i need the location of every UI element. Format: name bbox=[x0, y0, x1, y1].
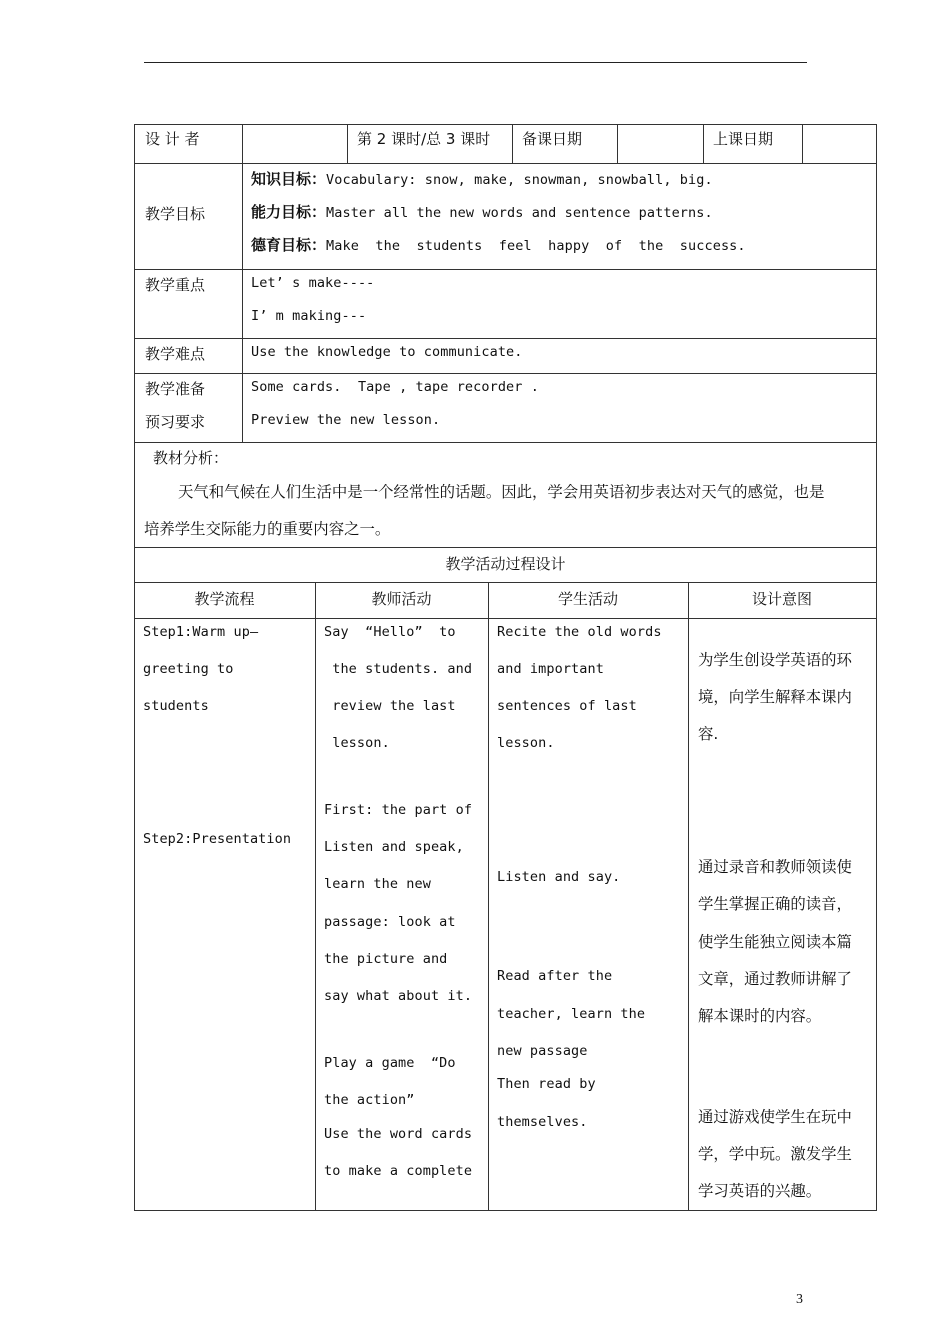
ability-objective-text: Master all the new words and sentence patterns. bbox=[326, 205, 713, 221]
teacher-line: Play a game “Do bbox=[324, 1055, 456, 1071]
teacher-line: Say “Hello” to bbox=[324, 624, 456, 640]
teacher-line: Use the word cards bbox=[324, 1126, 473, 1142]
header-teacher: 教师活动 bbox=[371, 590, 432, 608]
knowledge-objective-text: Vocabulary: snow, make, snowman, snowball, big. bbox=[326, 172, 713, 188]
analysis-line-1: 天气和气候在人们生活中是一个经常性的话题。因此，学会用英语初步表达对天气的感觉，也是 bbox=[178, 483, 825, 501]
flow-line: Step2:Presentation bbox=[143, 831, 292, 847]
student-line: sentences of last bbox=[497, 698, 637, 714]
moral-objective bbox=[251, 234, 746, 255]
teacher-line: the action” bbox=[324, 1092, 415, 1108]
flow-line: students bbox=[143, 698, 209, 714]
preview-text: Preview the new lesson. bbox=[251, 412, 441, 428]
teacher-line: the students. and bbox=[324, 661, 473, 677]
intent-line: 境，向学生解释本课内 bbox=[698, 688, 852, 706]
intent-line: 通过游戏使学生在玩中 bbox=[698, 1108, 852, 1126]
flow-line: greeting to bbox=[143, 661, 234, 677]
prep-date-label: 备课日期 bbox=[522, 130, 583, 148]
intent-line: 文章，通过教师讲解了 bbox=[698, 970, 852, 988]
moral-objective-label: 德育目标： bbox=[251, 236, 327, 254]
teacher-line: say what about it. bbox=[324, 988, 473, 1004]
page-number: 3 bbox=[796, 1292, 803, 1307]
teacher-line: the picture and bbox=[324, 951, 448, 967]
knowledge-objective bbox=[251, 168, 713, 189]
teacher-line: passage: look at bbox=[324, 914, 456, 930]
ability-objective bbox=[251, 201, 713, 222]
student-line: and important bbox=[497, 661, 604, 677]
objectives-label: 教学目标 bbox=[145, 205, 206, 223]
key-point-1: Let’ s make---- bbox=[251, 275, 375, 291]
student-line: teacher, learn the bbox=[497, 1006, 646, 1022]
intent-line: 使学生能独立阅读本篇 bbox=[698, 933, 852, 951]
header-flow: 教学流程 bbox=[194, 590, 255, 608]
student-line: lesson. bbox=[497, 735, 555, 751]
preview-label: 预习要求 bbox=[145, 413, 206, 431]
header-student: 学生活动 bbox=[557, 590, 618, 608]
student-line: Recite the old words bbox=[497, 624, 662, 640]
intent-line: 学生掌握正确的读音， bbox=[698, 895, 852, 913]
difficulties-label: 教学难点 bbox=[145, 345, 206, 363]
teacher-line: to make a complete bbox=[324, 1163, 473, 1179]
moral-objective-text: Make the students feel happy of the success. bbox=[326, 238, 746, 254]
designer-label: 设 计 者 bbox=[145, 130, 200, 148]
intent-line: 为学生创设学英语的环 bbox=[698, 651, 852, 669]
teacher-line: lesson. bbox=[324, 735, 390, 751]
intent-line: 解本课时的内容。 bbox=[698, 1007, 822, 1025]
teacher-line: First: the part of bbox=[324, 802, 473, 818]
analysis-label: 教材分析： bbox=[153, 449, 229, 467]
knowledge-objective-label: 知识目标： bbox=[251, 170, 327, 188]
ability-objective-label: 能力目标： bbox=[251, 203, 327, 221]
header-intent: 设计意图 bbox=[751, 590, 812, 608]
process-title: 教学活动过程设计 bbox=[445, 555, 566, 573]
intent-line: 容. bbox=[698, 725, 719, 743]
analysis-line-2: 培养学生交际能力的重要内容之一。 bbox=[144, 520, 391, 538]
preparation-label: 教学准备 bbox=[145, 380, 206, 398]
student-line: Read after the bbox=[497, 968, 613, 984]
header-rule bbox=[144, 62, 807, 63]
difficulties-text: Use the knowledge to communicate. bbox=[251, 344, 523, 360]
intent-line: 通过录音和教师领读使 bbox=[698, 858, 852, 876]
class-date-label: 上课日期 bbox=[713, 130, 774, 148]
key-point-2: I’ m making--- bbox=[251, 308, 367, 324]
intent-line: 学习英语的兴趣。 bbox=[698, 1182, 822, 1200]
student-line: new passage bbox=[497, 1043, 588, 1059]
lesson-count: 第 2 课时/总 3 课时 bbox=[357, 130, 491, 148]
teacher-line: review the last bbox=[324, 698, 456, 714]
student-line: Listen and say. bbox=[497, 869, 621, 885]
intent-line: 学，学中玩。激发学生 bbox=[698, 1145, 852, 1163]
student-line: Then read by bbox=[497, 1076, 596, 1092]
preparation-text: Some cards. Tape , tape recorder . bbox=[251, 379, 539, 395]
student-line: themselves. bbox=[497, 1114, 588, 1130]
flow-line: Step1:Warm up— bbox=[143, 624, 259, 640]
teacher-line: learn the new bbox=[324, 876, 431, 892]
teacher-line: Listen and speak, bbox=[324, 839, 464, 855]
key-points-label: 教学重点 bbox=[145, 276, 206, 294]
